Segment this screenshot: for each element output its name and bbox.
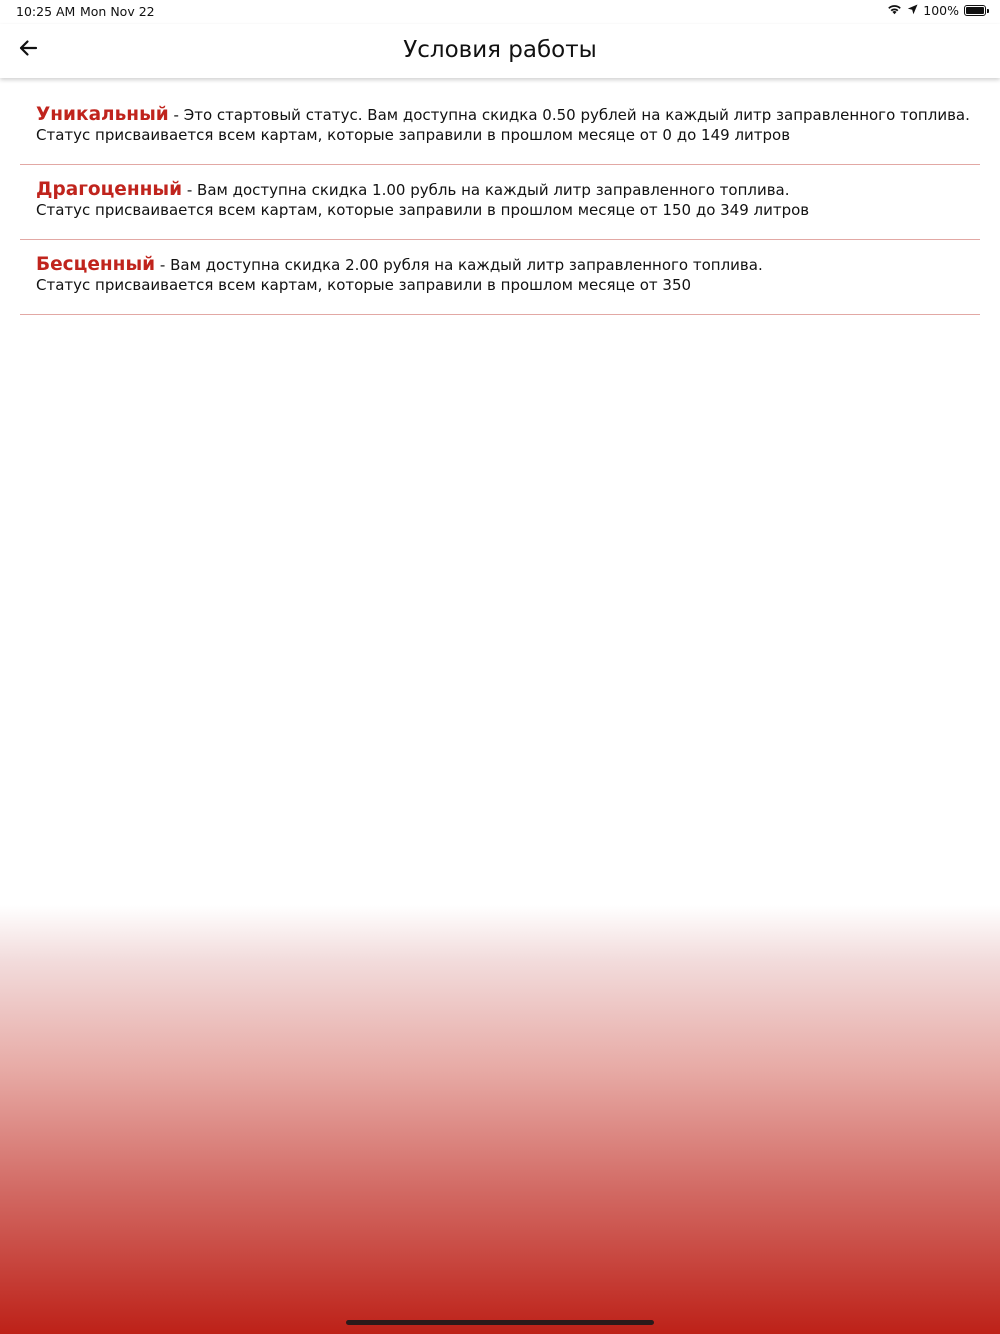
battery-percent: 100% (923, 3, 959, 18)
wifi-icon (887, 3, 902, 18)
tier-item-unique (20, 90, 980, 165)
status-date: Mon Nov 22 (80, 4, 155, 19)
tier-description: - Вам доступна скидка 2.00 рубля на каждый литр заправленного топлива. (155, 256, 763, 274)
battery-icon (964, 5, 986, 16)
tier-name: Драгоценный (36, 179, 183, 200)
home-indicator[interactable] (346, 1320, 654, 1325)
tier-condition: Статус присваивается всем картам, которые заправили в прошлом месяце от 350 (36, 276, 692, 294)
tier-name: Бесценный (36, 254, 156, 275)
status-bar (0, 0, 1000, 24)
tier-summary (36, 104, 970, 125)
tier-name: Уникальный (36, 104, 169, 125)
tier-item-precious (20, 165, 980, 240)
tier-list (20, 90, 980, 315)
tier-item-priceless (20, 240, 980, 315)
tier-description: - Вам доступна скидка 1.00 рубль на каждый литр заправленного топлива. (182, 181, 790, 199)
tier-condition: Статус присваивается всем картам, которые заправили в прошлом месяце от 150 до 349 литров (36, 201, 810, 219)
tier-summary (36, 255, 964, 275)
tier-description: - Это стартовый статус. Вам доступна скидка 0.50 рублей на каждый литр заправленного топлива. (168, 106, 970, 124)
tier-condition: Статус присваивается всем картам, которые заправили в прошлом месяце от 0 до 149 литров (36, 126, 791, 144)
location-arrow-icon (907, 3, 918, 18)
app-bar (0, 24, 1000, 78)
tier-summary (36, 180, 964, 200)
status-time: 10:25 AM (16, 4, 76, 19)
status-indicators (887, 3, 986, 18)
page-title: Условия работы (403, 37, 597, 63)
